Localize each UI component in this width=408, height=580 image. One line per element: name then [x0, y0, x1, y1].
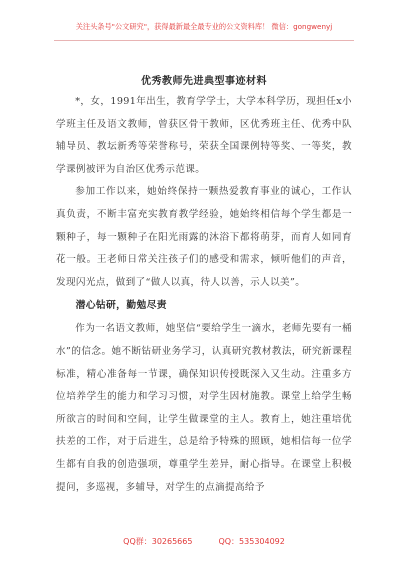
footer-qq-number: QQ：535304092	[218, 537, 285, 546]
body-paragraph-dedication: 参加工作以来，她始终保持一颗热爱教育事业的诚心，工作认真负责，不断丰富充实教育教学经验，她始终相信每个学生都是一颗种子，每一颗种子在阳光雨露的沐浴下都将萌芽，而育人如同育花一般。王老师日常关注孩子们的感受和需求，倾听他们的声音，发现闪光点，做到了“做人以真，待人以善，示人以美”。	[56, 186, 352, 288]
body-paragraph-teaching: 作为一名语文教师，她坚信“要给学生一滴水，老师先要有一桶水”的信念。她不断钻研业务学习，认真研究教材教法，研究新课程标准，精心准备每一节课，确保知识传授既深入又生动。注重多方位培养学生的能力和学习习惯，对学生因材施教。课堂上给学生畅所欲言的时间和空间，让学生做课堂的主人。教育上，她注重培优扶差的工作，对于后进生，总是给予特殊的照顾，她相信每一位学生都有自我的创造强项，尊重学生差异，耐心指导。在课堂上积极提问，多巡视，多辅导，对学生的点滴提高给予	[56, 323, 352, 493]
footer-contact	[0, 536, 408, 547]
body-paragraph-intro: *，女，1991年出生，教育学学士，大学本科学历，现担任x小学班主任及语文教师，曾获区骨干教师，区优秀班主任、优秀中队辅导员、教坛新秀等荣誉称号，荣获全国课例特等奖、一等奖，教学课例被评为自治区优秀示范课。	[56, 96, 352, 175]
document-title: 优秀教师先进典型事迹材料	[141, 76, 267, 87]
footer-qq-group: QQ群：30265665	[123, 537, 193, 546]
section-heading: 潜心钻研，勤勉尽责	[75, 300, 167, 312]
document-body	[56, 91, 352, 499]
header-banner: 关注头条号"公文研究"，获得最新最全最专业的公文资料库！ 微信：gongwenyj	[75, 22, 333, 31]
header-divider	[54, 40, 354, 41]
